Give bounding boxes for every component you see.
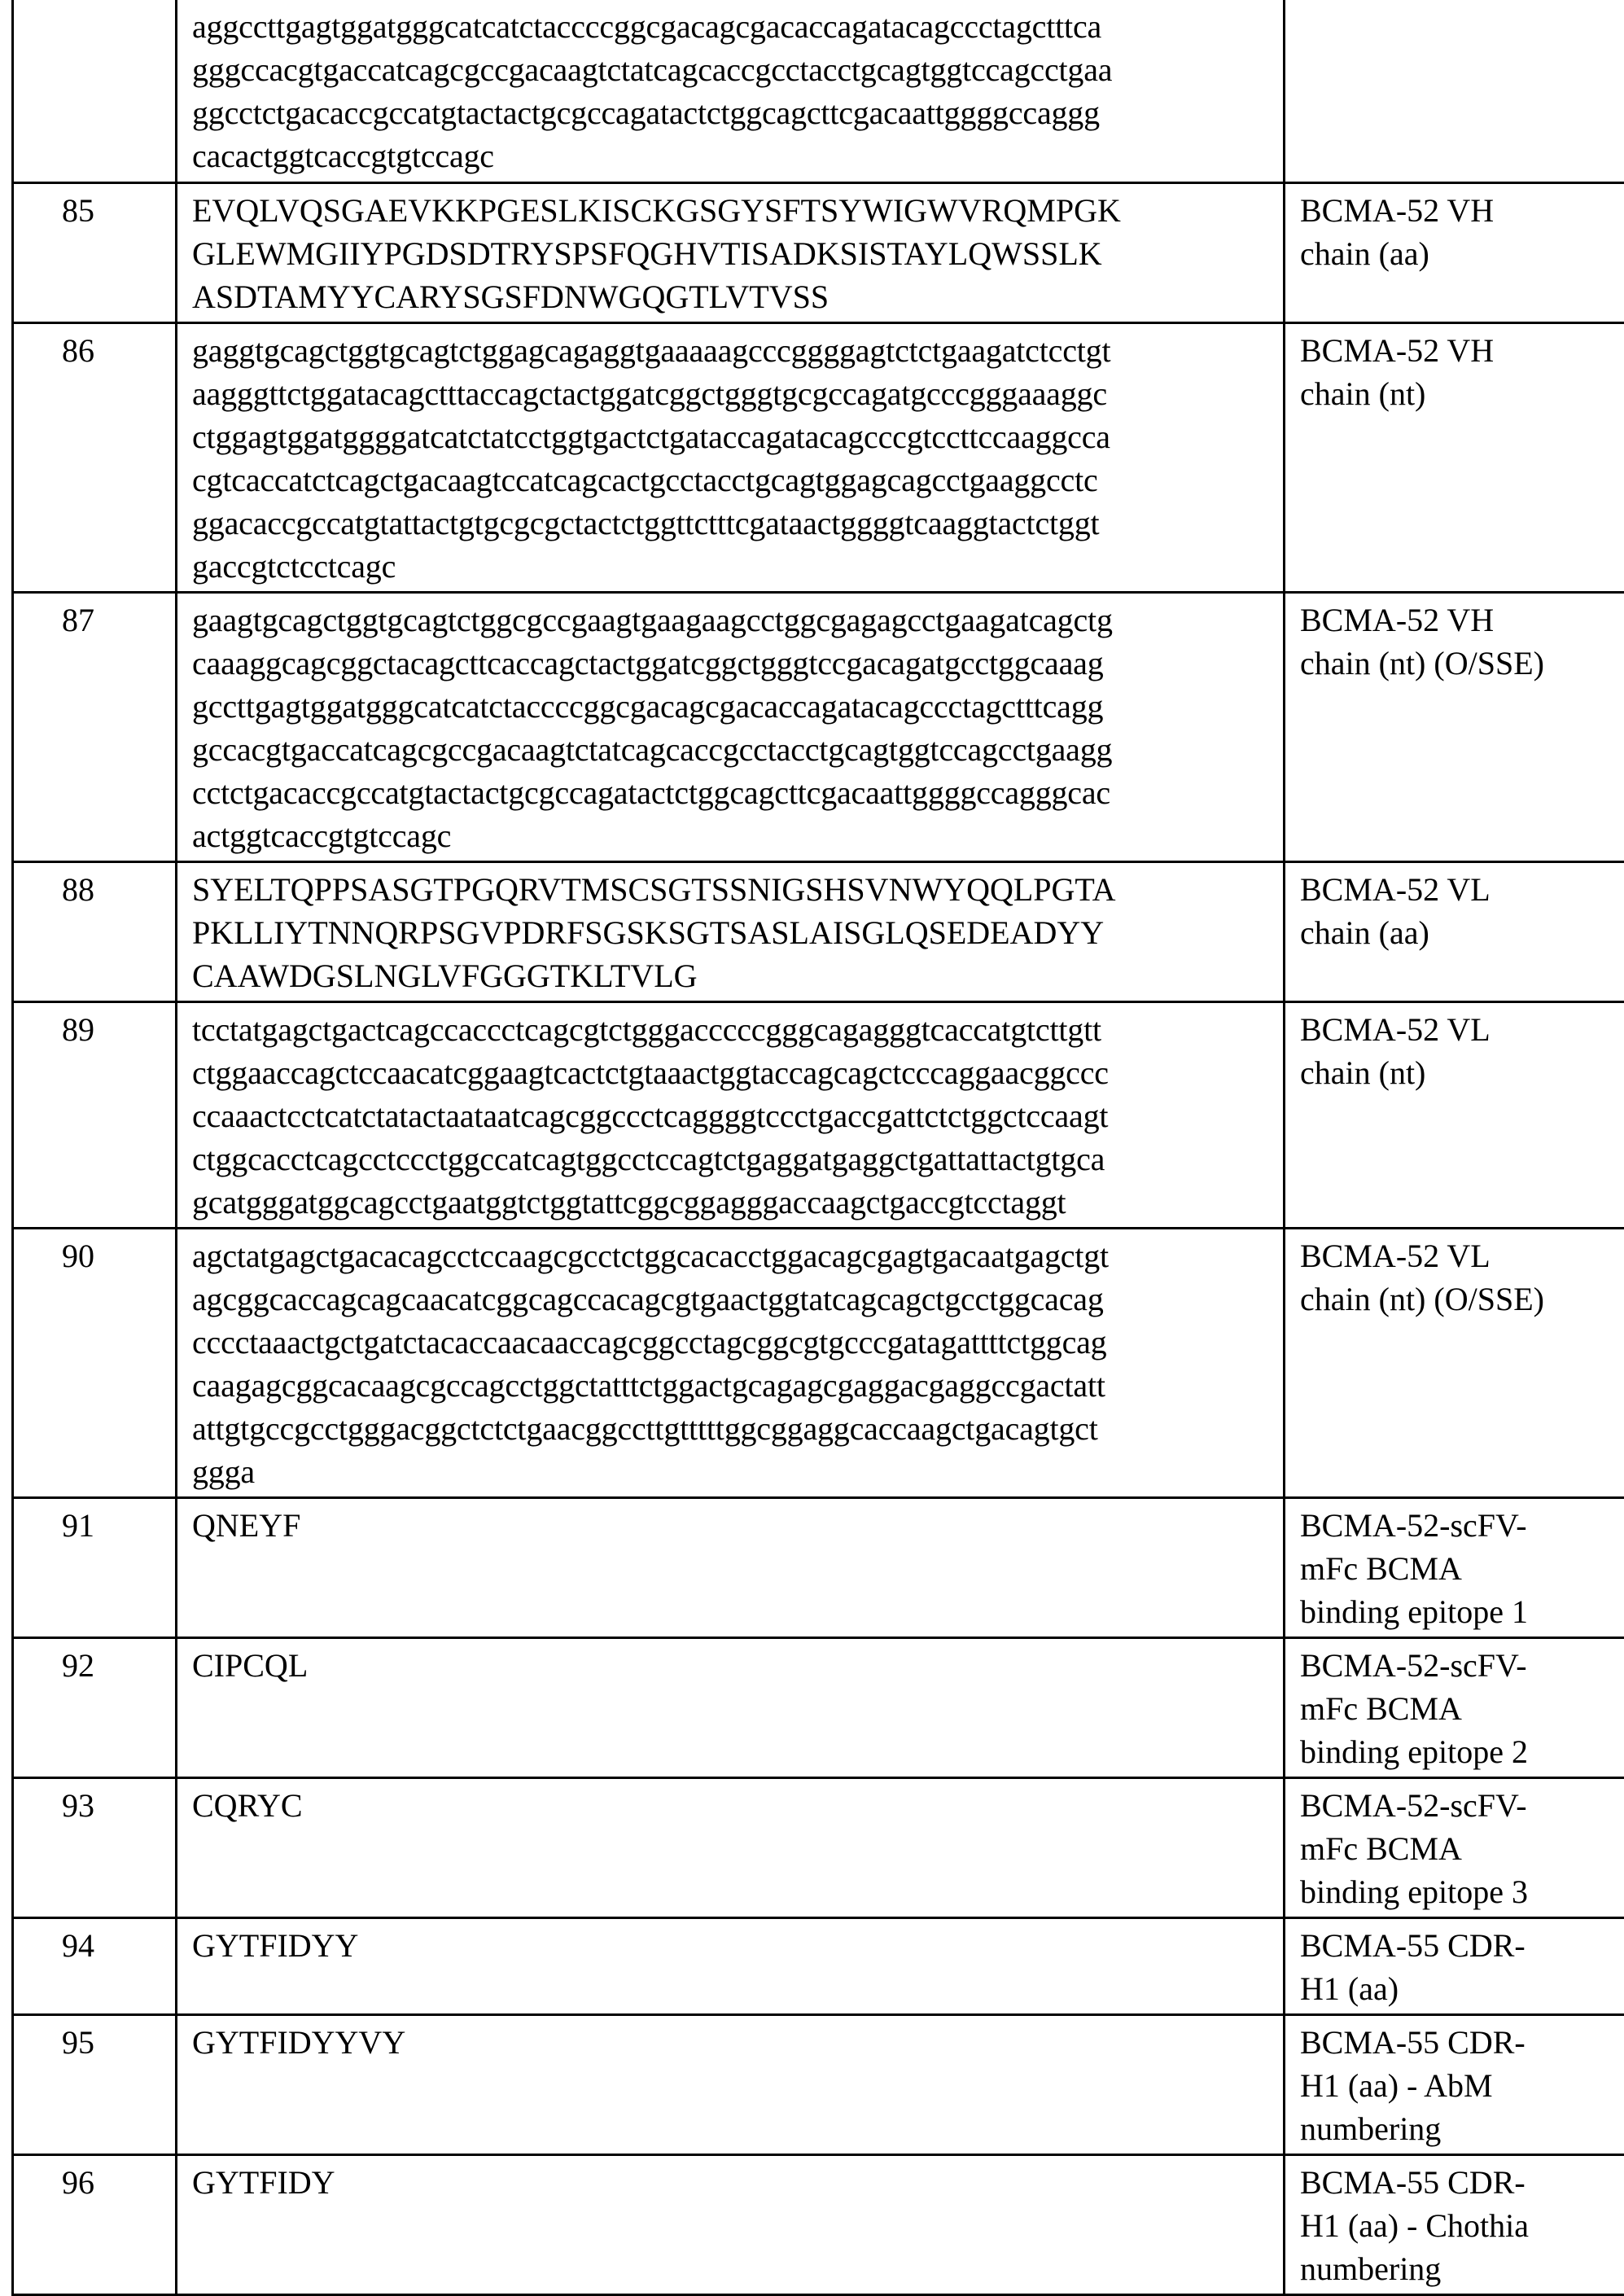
description-line: BCMA-52 VH xyxy=(1300,598,1609,642)
sequence-cell xyxy=(177,1918,1285,2015)
table-row xyxy=(13,593,1624,862)
table-row xyxy=(13,1229,1624,1498)
sequence-line: GYTFIDY xyxy=(192,2161,1268,2204)
sequence-cell xyxy=(177,1498,1285,1638)
seq-id-number: 94 xyxy=(13,1918,177,2015)
table-row xyxy=(13,1498,1624,1638)
description-line: chain (nt) (O/SSE) xyxy=(1300,1277,1609,1321)
table-row xyxy=(13,1918,1624,2015)
description-line: BCMA-52 VL xyxy=(1300,1008,1609,1051)
sequence-cell xyxy=(177,323,1285,593)
sequence-line: PKLLIYTNNQRPSGVPDRFSGSKSGTSASLAISGLQSEDEADYY xyxy=(192,911,1268,954)
sequence-table-body xyxy=(13,0,1624,2295)
description-line: H1 (aa) - Chothia xyxy=(1300,2204,1609,2247)
seq-id-number: 85 xyxy=(13,183,177,323)
description-line: H1 (aa) - AbM xyxy=(1300,2064,1609,2107)
sequence-line: EVQLVQSGAEVKKPGESLKISCKGSGYSFTSYWIGWVRQMPGK xyxy=(192,189,1268,232)
sequence-cell xyxy=(177,1638,1285,1778)
table-row xyxy=(13,1638,1624,1778)
description-line: chain (aa) xyxy=(1300,911,1609,954)
sequence-cell xyxy=(177,1778,1285,1918)
sequence-line: attgtgccgcctgggacggctctctgaacggccttgtttttggcggaggcaccaagctgacagtgct xyxy=(192,1407,1268,1450)
description-cell xyxy=(1285,2155,1624,2295)
sequence-line: tcctatgagctgactcagccaccctcagcgtctgggacccccgggcagagggtcaccatgtcttgtt xyxy=(192,1008,1268,1051)
description-line: chain (nt) xyxy=(1300,372,1609,415)
sequence-line: ggga xyxy=(192,1450,1268,1493)
sequence-line: GLEWMGIIYPGDSDTRYSPSFQGHVTISADKSISTAYLQWSSLK xyxy=(192,232,1268,275)
sequence-cell xyxy=(177,862,1285,1002)
table-row xyxy=(13,1002,1624,1229)
sequence-line: gggccacgtgaccatcagcgccgacaagtctatcagcaccgcctacctgcagtggtccagcctgaa xyxy=(192,48,1268,91)
description-line: BCMA-52 VH xyxy=(1300,189,1609,232)
description-line: mFc BCMA xyxy=(1300,1827,1609,1870)
description-line: BCMA-55 CDR- xyxy=(1300,1924,1609,1967)
seq-id-number: 88 xyxy=(13,862,177,1002)
sequence-line: ggacaccgccatgtattactgtgcgcgctactctggttctttcgataactggggtcaaggtactctggt xyxy=(192,502,1268,545)
sequence-line: gccttgagtggatgggcatcatctaccccggcgacagcgacaccagatacagccctagctttcagg xyxy=(192,685,1268,728)
description-line: binding epitope 2 xyxy=(1300,1730,1609,1773)
table-row xyxy=(13,0,1624,183)
sequence-cell xyxy=(177,2015,1285,2155)
sequence-line: aagggttctggatacagctttaccagctactggatcggctgggtgcgccagatgcccgggaaaggc xyxy=(192,372,1268,415)
description-line: BCMA-55 CDR- xyxy=(1300,2161,1609,2204)
sequence-line: CIPCQL xyxy=(192,1644,1268,1687)
description-line: numbering xyxy=(1300,2247,1609,2290)
sequence-line: actggtcaccgtgtccagc xyxy=(192,814,1268,857)
sequence-line: cgtcaccatctcagctgacaagtccatcagcactgcctacctgcagtggagcagcctgaaggcctc xyxy=(192,458,1268,502)
sequence-line: gaggtgcagctggtgcagtctggagcagaggtgaaaaagcccggggagtctctgaagatctcctgt xyxy=(192,329,1268,372)
description-line: BCMA-52 VH xyxy=(1300,329,1609,372)
sequence-line: gcatgggatggcagcctgaatggtctggtattcggcggagggaccaagctgaccgtcctaggt xyxy=(192,1181,1268,1224)
sequence-line: agcggcaccagcagcaacatcggcagccacagcgtgaactggtatcagcagctgcctggcacag xyxy=(192,1277,1268,1321)
description-line: numbering xyxy=(1300,2107,1609,2150)
sequence-line: cacactggtcaccgtgtccagc xyxy=(192,134,1268,177)
sequence-cell xyxy=(177,1229,1285,1498)
description-line: mFc BCMA xyxy=(1300,1547,1609,1590)
description-line: binding epitope 1 xyxy=(1300,1590,1609,1633)
sequence-line: ASDTAMYYCARYSGSFDNWGQGTLVTVSS xyxy=(192,275,1268,318)
sequence-line: GYTFIDYY xyxy=(192,1924,1268,1967)
description-cell xyxy=(1285,593,1624,862)
sequence-line: GYTFIDYYVY xyxy=(192,2021,1268,2064)
description-line: BCMA-52-scFV- xyxy=(1300,1784,1609,1827)
sequence-line: gccacgtgaccatcagcgccgacaagtctatcagcaccgcctacctgcagtggtccagcctgaagg xyxy=(192,728,1268,771)
description-line: BCMA-52-scFV- xyxy=(1300,1504,1609,1547)
sequence-line: ggcctctgacaccgccatgtactactgcgccagatactctggcagcttcgacaattggggccaggg xyxy=(192,91,1268,134)
seq-id-number: 90 xyxy=(13,1229,177,1498)
sequence-line: aggccttgagtggatgggcatcatctaccccggcgacagcgacaccagatacagccctagctttca xyxy=(192,5,1268,48)
sequence-line: ctggagtggatggggatcatctatcctggtgactctgataccagatacagcccgtccttccaaggcca xyxy=(192,415,1268,458)
description-line: binding epitope 3 xyxy=(1300,1870,1609,1913)
description-cell xyxy=(1285,323,1624,593)
description-line: H1 (aa) xyxy=(1300,1967,1609,2010)
sequence-line: ctggcacctcagcctccctggccatcagtggcctccagtctgaggatgaggctgattattactgtgca xyxy=(192,1137,1268,1181)
description-cell xyxy=(1285,1638,1624,1778)
description-cell xyxy=(1285,0,1624,183)
sequence-line: ccaaactcctcatctatactaataatcagcggccctcaggggtccctgaccgattctctggctccaagt xyxy=(192,1094,1268,1137)
description-line: BCMA-52-scFV- xyxy=(1300,1644,1609,1687)
description-cell xyxy=(1285,2015,1624,2155)
description-cell xyxy=(1285,183,1624,323)
sequence-line: cctctgacaccgccatgtactactgcgccagatactctggcagcttcgacaattggggccagggcac xyxy=(192,771,1268,814)
sequence-line: ctggaaccagctccaacatcggaagtcactctgtaaactggtaccagcagctcccaggaacggccc xyxy=(192,1051,1268,1094)
description-cell xyxy=(1285,1229,1624,1498)
seq-id-number: 95 xyxy=(13,2015,177,2155)
sequence-line: cccctaaactgctgatctacaccaacaaccagcggcctagcggcgtgcccgatagattttctggcag xyxy=(192,1321,1268,1364)
description-cell xyxy=(1285,1778,1624,1918)
description-line: chain (nt) xyxy=(1300,1051,1609,1094)
description-line: BCMA-55 CDR- xyxy=(1300,2021,1609,2064)
seq-id-number: 87 xyxy=(13,593,177,862)
seq-id-number: 92 xyxy=(13,1638,177,1778)
description-cell xyxy=(1285,862,1624,1002)
sequence-line: gaagtgcagctggtgcagtctggcgccgaagtgaagaagcctggcgagagcctgaagatcagctg xyxy=(192,598,1268,642)
description-line: mFc BCMA xyxy=(1300,1687,1609,1730)
description-line: chain (aa) xyxy=(1300,232,1609,275)
description-line: BCMA-52 VL xyxy=(1300,1234,1609,1277)
sequence-cell xyxy=(177,2155,1285,2295)
sequence-cell xyxy=(177,183,1285,323)
sequence-cell xyxy=(177,0,1285,183)
description-cell xyxy=(1285,1918,1624,2015)
table-row xyxy=(13,183,1624,323)
description-line: chain (nt) (O/SSE) xyxy=(1300,642,1609,685)
seq-id-number xyxy=(13,0,177,183)
description-cell xyxy=(1285,1498,1624,1638)
seq-id-number: 86 xyxy=(13,323,177,593)
table-row xyxy=(13,1778,1624,1918)
sequence-line: gaccgtctcctcagc xyxy=(192,545,1268,588)
table-row xyxy=(13,2015,1624,2155)
sequence-line: SYELTQPPSASGTPGQRVTMSCSGTSSNIGSHSVNWYQQLPGTA xyxy=(192,868,1268,911)
seq-id-number: 89 xyxy=(13,1002,177,1229)
sequence-line: caagagcggcacaagcgccagcctggctatttctggactgcagagcgaggacgaggccgactatt xyxy=(192,1364,1268,1407)
sequence-line: QNEYF xyxy=(192,1504,1268,1547)
seq-id-number: 91 xyxy=(13,1498,177,1638)
table-row xyxy=(13,862,1624,1002)
table-row xyxy=(13,323,1624,593)
sequence-line: caaaggcagcggctacagcttcaccagctactggatcggctgggtccgacagatgcctggcaaag xyxy=(192,642,1268,685)
sequence-line: CQRYC xyxy=(192,1784,1268,1827)
sequence-line: CAAWDGSLNGLVFGGGTKLTVLG xyxy=(192,954,1268,997)
sequence-cell xyxy=(177,1002,1285,1229)
seq-id-number: 96 xyxy=(13,2155,177,2295)
seq-id-number: 93 xyxy=(13,1778,177,1918)
sequence-cell xyxy=(177,593,1285,862)
description-cell xyxy=(1285,1002,1624,1229)
sequence-table xyxy=(11,0,1624,2296)
table-row xyxy=(13,2155,1624,2295)
sequence-line: agctatgagctgacacagcctccaagcgcctctggcacacctggacagcgagtgacaatgagctgt xyxy=(192,1234,1268,1277)
description-line: BCMA-52 VL xyxy=(1300,868,1609,911)
